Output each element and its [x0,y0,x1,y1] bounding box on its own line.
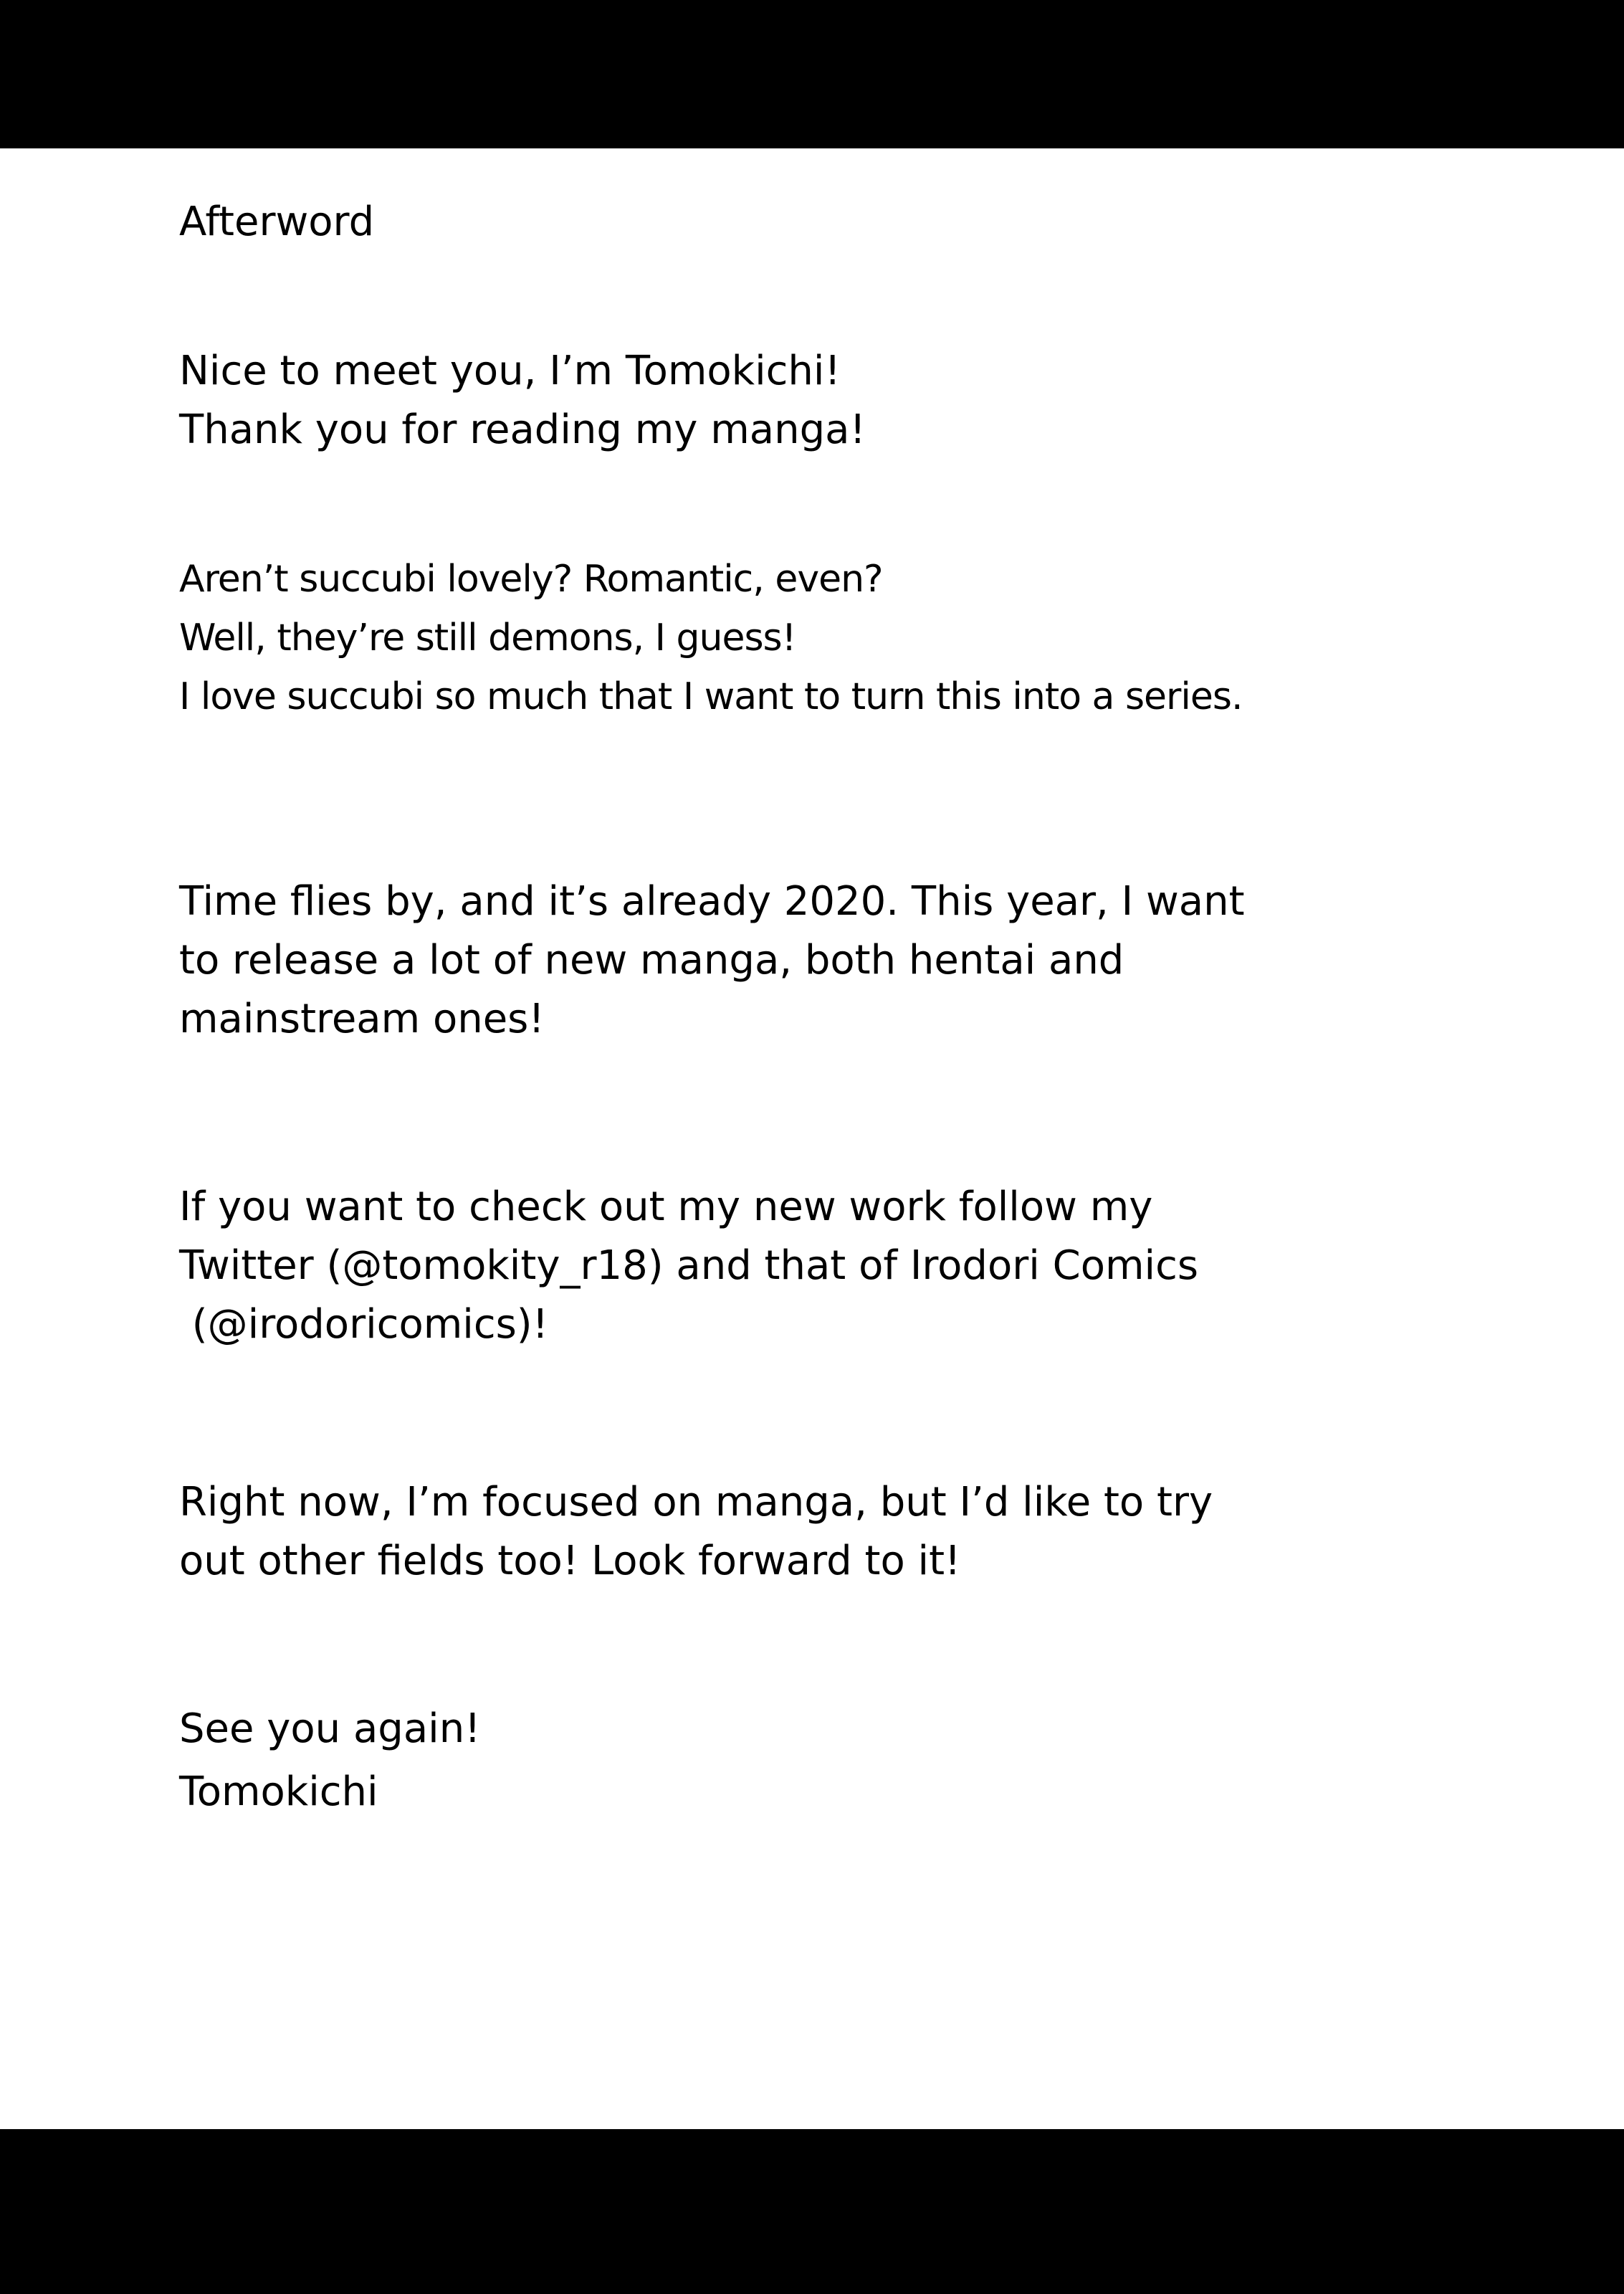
plans-line-2: to release a lot of new manga, both hentai and [179,937,1124,984]
greeting-line-2: Thank you for reading my manga! [179,406,866,453]
plans-line-3: mainstream ones! [179,996,545,1042]
succubi-line-2: Well, they’re still demons, I guess! [179,617,796,660]
author-signature: Tomokichi [179,1769,378,1815]
follow-line-1: If you want to check out my new work follow my [179,1184,1153,1230]
other-fields-line-2: out other fields too! Look forward to it! [179,1538,961,1584]
signoff-line: See you again! [179,1705,481,1752]
afterword-page [0,148,1624,2129]
follow-line-3: (@irodoricomics)! [179,1301,549,1348]
bottom-letterbox-bar [0,2129,1624,2294]
other-fields-line-1: Right now, I’m focused on manga, but I’d like to try [179,1479,1213,1526]
follow-line-2: Twitter (@tomokity_r18) and that of Irodori Comics [179,1242,1199,1289]
page-title: Afterword [179,199,375,245]
greeting-line-1: Nice to meet you, I’m Tomokichi! [179,348,841,394]
succubi-line-1: Aren’t succubi lovely? Romantic, even? [179,558,883,601]
top-letterbox-bar [0,0,1624,148]
plans-line-1: Time flies by, and it’s already 2020. This year, I want [179,878,1245,925]
succubi-line-3: I love succubi so much that I want to turn this into a series. [179,675,1243,718]
